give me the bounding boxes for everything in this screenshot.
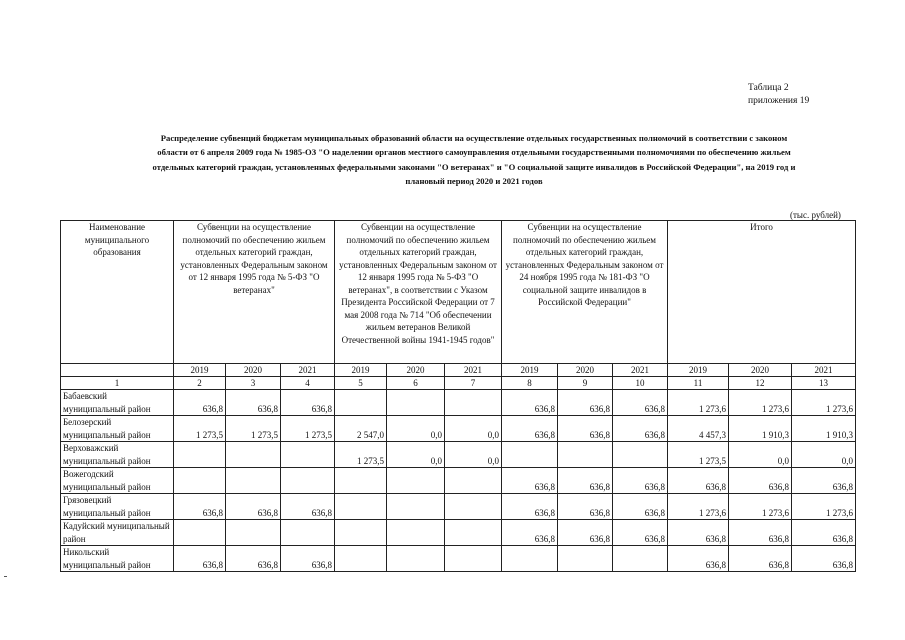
value-cell: 636,8 bbox=[792, 468, 856, 494]
value-cell: 4 457,3 bbox=[668, 416, 729, 442]
value-cell: 636,8 bbox=[226, 494, 281, 520]
value-cell bbox=[226, 520, 281, 546]
value-cell: 0,0 bbox=[445, 442, 502, 468]
value-cell: 1 273,5 bbox=[668, 442, 729, 468]
value-cell: 636,8 bbox=[226, 390, 281, 416]
value-cell: 1 273,6 bbox=[792, 494, 856, 520]
year-cell: 2020 bbox=[729, 364, 792, 377]
value-cell bbox=[387, 546, 445, 572]
column-number-cell: 4 bbox=[281, 377, 335, 390]
value-cell bbox=[558, 546, 613, 572]
table-row bbox=[61, 468, 856, 494]
value-cell: 1 273,6 bbox=[668, 494, 729, 520]
value-cell: 636,8 bbox=[502, 494, 558, 520]
column-header-veterans-wwii: Субвенции на осуществление полномочий по обеспечению жильем отдельных категорий граждан, установленных Федеральным законом от 12 января 1995 года № 5-ФЗ "О ветеранах", в соответствии с Указом Президента Российской Федерации от 7 мая 2008 года № 714 "Об обеспечении жильем ветеранов Великой Отечественной войны 1941-1945 годов" bbox=[335, 221, 502, 364]
table-number-label: Таблица 2 bbox=[748, 83, 789, 93]
year-cell: 2021 bbox=[613, 364, 668, 377]
value-cell bbox=[335, 468, 387, 494]
value-cell: 636,8 bbox=[226, 546, 281, 572]
value-cell bbox=[502, 546, 558, 572]
table-years-row bbox=[61, 364, 856, 377]
value-cell bbox=[445, 520, 502, 546]
value-cell: 636,8 bbox=[502, 520, 558, 546]
value-cell: 636,8 bbox=[281, 494, 335, 520]
value-cell: 636,8 bbox=[792, 520, 856, 546]
year-cell: 2019 bbox=[502, 364, 558, 377]
year-cell: 2021 bbox=[281, 364, 335, 377]
value-cell: 0,0 bbox=[729, 442, 792, 468]
value-cell: 636,8 bbox=[729, 546, 792, 572]
value-cell: 1 273,6 bbox=[729, 494, 792, 520]
value-cell bbox=[174, 520, 226, 546]
column-number-cell: 8 bbox=[502, 377, 558, 390]
municipality-name-cell: Белозерский муниципальный район bbox=[61, 416, 174, 442]
value-cell: 0,0 bbox=[445, 416, 502, 442]
table-body bbox=[61, 390, 856, 572]
column-number-cell: 9 bbox=[558, 377, 613, 390]
value-cell bbox=[445, 390, 502, 416]
column-number-cell: 5 bbox=[335, 377, 387, 390]
year-cell: 2020 bbox=[226, 364, 281, 377]
municipality-name-cell: Вожегодский муниципальный район bbox=[61, 468, 174, 494]
value-cell bbox=[445, 546, 502, 572]
value-cell: 636,8 bbox=[668, 468, 729, 494]
value-cell: 636,8 bbox=[668, 546, 729, 572]
value-cell bbox=[387, 390, 445, 416]
value-cell bbox=[226, 468, 281, 494]
value-cell bbox=[335, 546, 387, 572]
value-cell: 2 547,0 bbox=[335, 416, 387, 442]
table-row bbox=[61, 390, 856, 416]
value-cell: 636,8 bbox=[174, 546, 226, 572]
year-cell: 2019 bbox=[335, 364, 387, 377]
value-cell: 636,8 bbox=[281, 546, 335, 572]
value-cell bbox=[445, 494, 502, 520]
value-cell: 636,8 bbox=[613, 416, 668, 442]
value-cell bbox=[174, 468, 226, 494]
value-cell: 636,8 bbox=[792, 546, 856, 572]
year-cell-empty bbox=[61, 364, 174, 377]
document-corner-note bbox=[748, 82, 809, 108]
value-cell: 636,8 bbox=[729, 520, 792, 546]
table-row bbox=[61, 442, 856, 468]
value-cell bbox=[281, 442, 335, 468]
value-cell: 0,0 bbox=[387, 442, 445, 468]
value-cell: 1 273,6 bbox=[668, 390, 729, 416]
value-cell bbox=[387, 494, 445, 520]
column-header-veterans: Субвенции на осуществление полномочий по обеспечению жильем отдельных категорий граждан, установленных Федеральным законом от 12 января 1995 года № 5-ФЗ "О ветеранах" bbox=[174, 221, 335, 364]
year-cell: 2019 bbox=[668, 364, 729, 377]
table-row bbox=[61, 520, 856, 546]
value-cell bbox=[335, 494, 387, 520]
value-cell: 636,8 bbox=[281, 390, 335, 416]
column-number-cell: 12 bbox=[729, 377, 792, 390]
value-cell: 636,8 bbox=[558, 390, 613, 416]
column-header-name: Наименование муниципального образования bbox=[61, 221, 174, 364]
value-cell bbox=[226, 442, 281, 468]
value-cell: 1 910,3 bbox=[792, 416, 856, 442]
column-number-cell: 1 bbox=[61, 377, 174, 390]
value-cell: 636,8 bbox=[729, 468, 792, 494]
table-row bbox=[61, 546, 856, 572]
value-cell: 636,8 bbox=[558, 520, 613, 546]
value-cell bbox=[335, 390, 387, 416]
value-cell: 636,8 bbox=[502, 468, 558, 494]
table-header-row bbox=[61, 221, 856, 364]
value-cell: 636,8 bbox=[558, 468, 613, 494]
value-cell bbox=[613, 442, 668, 468]
value-cell: 0,0 bbox=[792, 442, 856, 468]
column-header-total: Итого bbox=[668, 221, 856, 364]
value-cell bbox=[387, 520, 445, 546]
value-cell bbox=[613, 546, 668, 572]
value-cell: 636,8 bbox=[558, 494, 613, 520]
table-row bbox=[61, 494, 856, 520]
value-cell: 1 273,5 bbox=[226, 416, 281, 442]
value-cell: 1 273,5 bbox=[281, 416, 335, 442]
year-cell: 2020 bbox=[558, 364, 613, 377]
value-cell: 1 273,6 bbox=[792, 390, 856, 416]
value-cell: 636,8 bbox=[174, 390, 226, 416]
municipality-name-cell: Никольский муниципальный район bbox=[61, 546, 174, 572]
year-cell: 2019 bbox=[174, 364, 226, 377]
subvention-table bbox=[60, 220, 856, 572]
column-number-cell: 13 bbox=[792, 377, 856, 390]
column-number-cell: 6 bbox=[387, 377, 445, 390]
value-cell: 636,8 bbox=[502, 416, 558, 442]
municipality-name-cell: Кадуйский муниципальный район bbox=[61, 520, 174, 546]
value-cell bbox=[281, 520, 335, 546]
value-cell: 636,8 bbox=[558, 416, 613, 442]
year-cell: 2020 bbox=[387, 364, 445, 377]
document-title: Распределение субвенций бюджетам муниципальных образований области на осуществление отдельных государственных полномочий в соответствии с законом области от 6 апреля 2009 года № 1985-ОЗ "О наделении органов местного самоуправления отдельными государственными полномочиями по обеспечению жильем отдельных категорий граждан, установленных федеральными законами "О ветеранах" и "О социальной защите инвалидов в Российской Федерации", на 2019 год и плановый период 2020 и 2021 годов bbox=[152, 133, 796, 186]
value-cell: 1 273,6 bbox=[729, 390, 792, 416]
value-cell bbox=[558, 442, 613, 468]
municipality-name-cell: Верховажский муниципальный район bbox=[61, 442, 174, 468]
value-cell: 636,8 bbox=[174, 494, 226, 520]
year-cell: 2021 bbox=[792, 364, 856, 377]
value-cell: 636,8 bbox=[613, 390, 668, 416]
value-cell bbox=[445, 468, 502, 494]
value-cell bbox=[387, 468, 445, 494]
value-cell: 636,8 bbox=[613, 494, 668, 520]
value-cell bbox=[502, 442, 558, 468]
value-cell bbox=[335, 520, 387, 546]
column-number-cell: 10 bbox=[613, 377, 668, 390]
municipality-name-cell: Грязовецкий муниципальный район bbox=[61, 494, 174, 520]
value-cell: 1 273,5 bbox=[174, 416, 226, 442]
column-number-cell: 3 bbox=[226, 377, 281, 390]
column-header-disabled: Субвенции на осуществление полномочий по обеспечению жильем отдельных категорий граждан, установленных Федеральным законом от 24 ноября 1995 года № 181-ФЗ "О социальной защите инвалидов в Российской Федерации" bbox=[502, 221, 668, 364]
value-cell: 1 910,3 bbox=[729, 416, 792, 442]
column-number-cell: 2 bbox=[174, 377, 226, 390]
municipality-name-cell: Бабаевский муниципальный район bbox=[61, 390, 174, 416]
value-cell: 636,8 bbox=[613, 468, 668, 494]
units-label: (тыс. рублей) bbox=[790, 210, 841, 220]
column-number-cell: 11 bbox=[668, 377, 729, 390]
value-cell: 1 273,5 bbox=[335, 442, 387, 468]
value-cell: 636,8 bbox=[502, 390, 558, 416]
value-cell: 636,8 bbox=[668, 520, 729, 546]
column-number-cell: 7 bbox=[445, 377, 502, 390]
page-edge-mark bbox=[4, 576, 7, 577]
appendix-label: приложения 19 bbox=[748, 96, 810, 106]
value-cell: 0,0 bbox=[387, 416, 445, 442]
value-cell: 636,8 bbox=[613, 520, 668, 546]
table-row bbox=[61, 416, 856, 442]
table-column-numbers-row bbox=[61, 377, 856, 390]
value-cell bbox=[174, 442, 226, 468]
year-cell: 2021 bbox=[445, 364, 502, 377]
value-cell bbox=[281, 468, 335, 494]
